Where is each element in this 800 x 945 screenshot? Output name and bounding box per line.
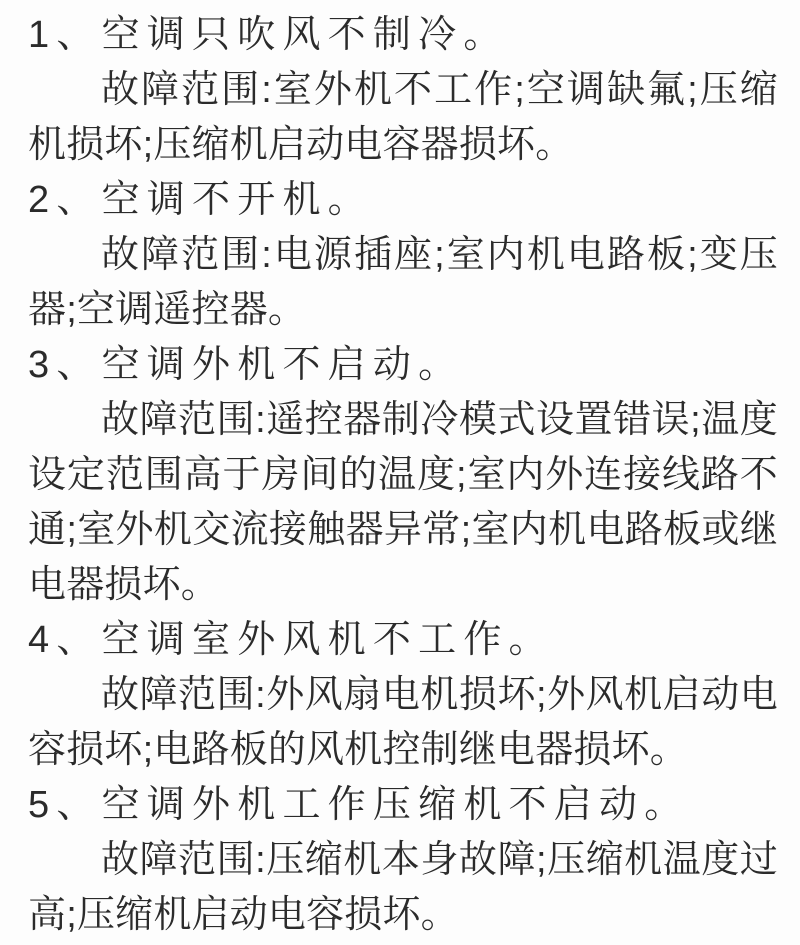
fault-item-1-title: 1、空调只吹风不制冷。: [28, 14, 509, 56]
fault-item-2-detail: 故障范围:电源插座;室内机电路板;变压器;空调遥控器。: [28, 234, 778, 331]
fault-item-2-title: 2、空调不开机。: [28, 179, 373, 221]
fault-item-3: [28, 338, 778, 613]
fault-item-3-title: 3、空调外机不启动。: [28, 344, 464, 386]
fault-item-5: [28, 778, 778, 943]
fault-item-4-title: 4、空调室外风机不工作。: [28, 619, 554, 661]
fault-item-3-detail: 故障范围:遥控器制冷模式设置错误;温度设定范围高于房间的温度;室内外连接线路不通;室外机交流接触器异常;室内机电路板或继电器损坏。: [28, 399, 778, 606]
fault-item-1-detail: 故障范围:室外机不工作;空调缺氟;压缩机损坏;压缩机启动电容器损坏。: [28, 69, 778, 166]
fault-item-5-title: 5、空调外机工作压缩机不启动。: [28, 784, 690, 826]
fault-item-5-detail: 故障范围:压缩机本身故障;压缩机温度过高;压缩机启动电容损坏。: [28, 839, 778, 936]
fault-item-2: [28, 173, 778, 338]
fault-item-1: [28, 8, 778, 173]
fault-item-4-detail: 故障范围:外风扇电机损坏;外风机启动电容损坏;电路板的风机控制继电器损坏。: [28, 674, 778, 771]
fault-item-4: [28, 613, 778, 778]
